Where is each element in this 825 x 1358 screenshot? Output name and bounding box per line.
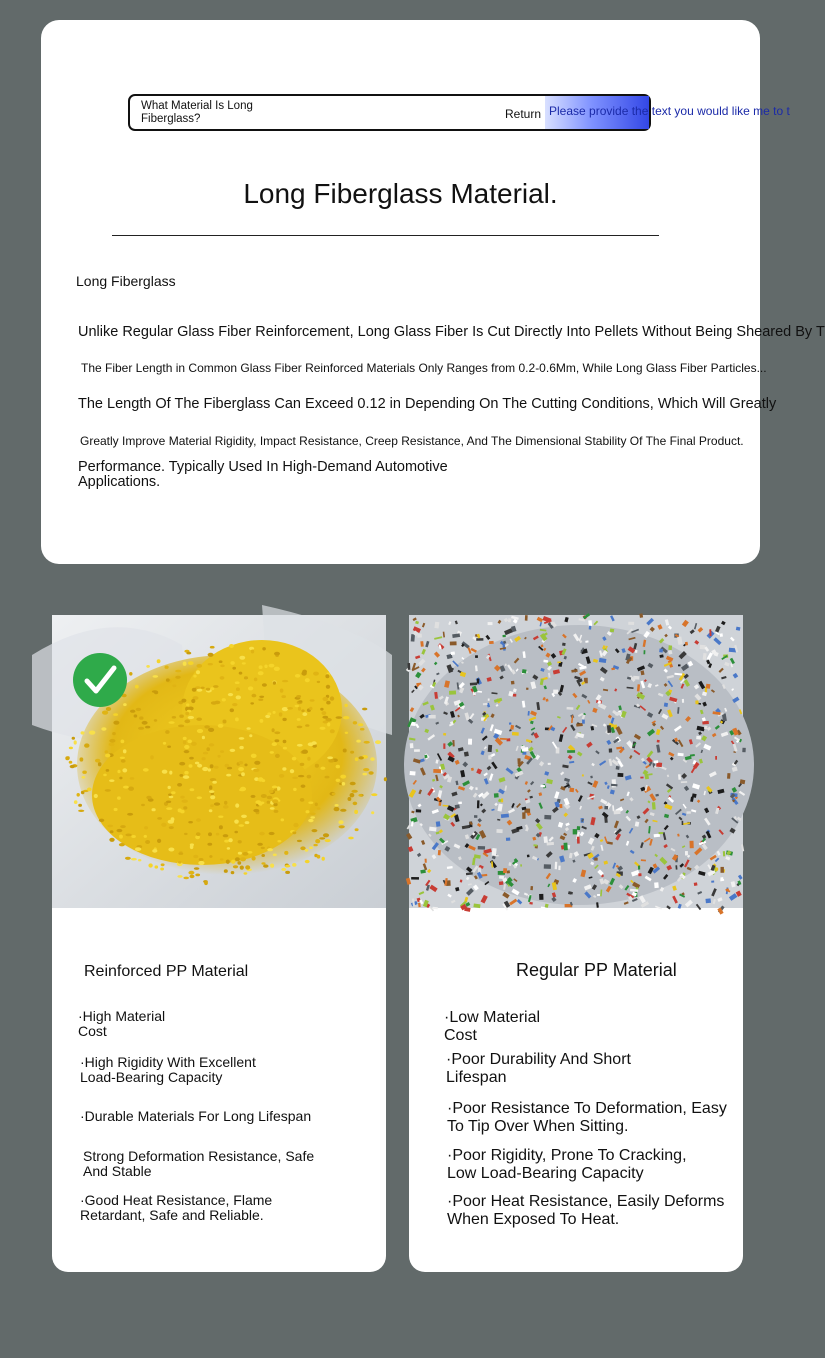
regular-feature-1: ·Low Material Cost xyxy=(444,1009,541,1044)
question-text: What Material Is Long Fiberglass? xyxy=(141,100,253,125)
regular-feature-2: ·Poor Durability And Short Lifespan xyxy=(446,1051,631,1086)
return-button[interactable]: Return xyxy=(505,107,542,121)
regular-feature-4: ·Poor Rigidity, Prone To Cracking, Low Load-Bearing Capacity xyxy=(447,1147,687,1182)
reinforced-feature-2: ·High Rigidity With Excellent Load-Bearing Capacity xyxy=(80,1054,256,1085)
intro-line-2: The Fiber Length in Common Glass Fiber Reinforced Materials Only Ranges from 0.2-0.6Mm, While Long Glass Fiber Particles... xyxy=(81,361,767,375)
intro-line-1: Unlike Regular Glass Fiber Reinforcement, Long Glass Fiber Is Cut Directly Into Pellets Without Being Sheared By T xyxy=(78,324,825,340)
regular-feature-3: ·Poor Resistance To Deformation, Easy To Tip Over When Sitting. xyxy=(447,1100,727,1135)
yellow-pellets-image xyxy=(52,615,386,908)
section-subtitle: Long Fiberglass xyxy=(76,273,176,289)
reinforced-feature-3: ·Durable Materials For Long Lifespan xyxy=(80,1108,312,1124)
question-bar[interactable] xyxy=(128,94,651,131)
intro-line-5: Performance. Typically Used In High-Demand Automotive Applications. xyxy=(78,459,448,490)
intro-line-4: Greatly Improve Material Rigidity, Impact Resistance, Creep Resistance, And The Dimensional Stability Of The Final Product. xyxy=(80,434,744,448)
page-title: Long Fiberglass Material. xyxy=(243,178,558,209)
regular-pp-title: Regular PP Material xyxy=(516,960,677,980)
checkmark-icon xyxy=(72,652,128,708)
title-divider xyxy=(112,235,659,236)
reinforced-feature-1: ·High Material Cost xyxy=(78,1008,166,1039)
reinforced-feature-5: ·Good Heat Resistance, Flame Retardant, Safe and Reliable. xyxy=(80,1192,273,1223)
translation-highlight xyxy=(545,96,649,129)
reinforced-pp-card xyxy=(52,615,386,1272)
mixed-pellets-image xyxy=(409,615,743,908)
intro-line-3: The Length Of The Fiberglass Can Exceed 0.12 in Depending On The Cutting Conditions, Which Will Greatly xyxy=(78,396,777,412)
reinforced-feature-4: Strong Deformation Resistance, Safe And Stable xyxy=(83,1148,315,1179)
reinforced-pp-title: Reinforced PP Material xyxy=(84,963,249,980)
regular-feature-5: ·Poor Heat Resistance, Easily Deforms When Exposed To Heat. xyxy=(447,1193,725,1228)
translation-prompt-text: Please provide the text you would like me to t xyxy=(549,104,790,118)
regular-pp-card xyxy=(409,615,743,1272)
info-card xyxy=(41,20,825,564)
